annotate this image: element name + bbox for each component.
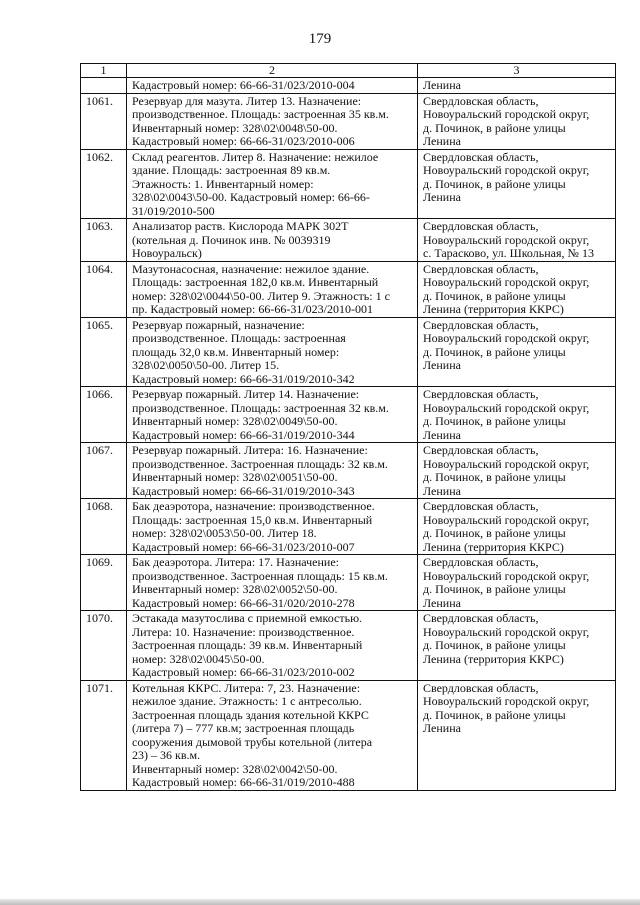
object-description: Бак деаэротора, назначение: производственное. Площадь: застроенная 15,0 кв.м. Инвентарный номер: 328\02\0053\50-00. Литер 18. Кадастровый номер: 66-66-31/023/2010-007 xyxy=(127,499,418,555)
object-address: Свердловская область, Новоуральский городской округ, с. Тарасково, ул. Школьная, № 13 xyxy=(418,219,616,262)
object-address: Свердловская область, Новоуральский городской округ, д. Починок, в районе улицы Ленина xyxy=(418,555,616,611)
table-row xyxy=(81,219,616,262)
object-description: Резервуар пожарный, назначение: производственное. Площадь: застроенная площадь 32,0 кв.м. Инвентарный номер: 328\02\0050\50-00. Литер 15. Кадастровый номер: 66-66-31/019/2010-342 xyxy=(127,317,418,387)
object-description: Резервуар пожарный. Литер 14. Назначение: производственное. Площадь: застроенная 32 кв.м. Инвентарный номер: 328\02\0049\50-00. Кадастровый номер: 66-66-31/019/2010-344 xyxy=(127,387,418,443)
table-row xyxy=(81,443,616,499)
row-number: 1063. xyxy=(81,219,127,262)
row-number: 1062. xyxy=(81,149,127,219)
object-address: Свердловская область, Новоуральский городской округ, д. Починок, в районе улицы Ленина xyxy=(418,443,616,499)
object-description: Эстакада мазутослива с приемной емкостью. Литера: 10. Назначение: производственное. Застроенная площадь: 39 кв.м. Инвентарный номер: 328\02\0045\50-00. Кадастровый номер: 66-66-31/023/2010-002 xyxy=(127,611,418,681)
table-row xyxy=(81,499,616,555)
object-address: Свердловская область, Новоуральский городской округ, д. Починок, в районе улицы Ленина xyxy=(418,317,616,387)
row-number: 1066. xyxy=(81,387,127,443)
registry-table xyxy=(80,63,616,791)
table-row xyxy=(81,317,616,387)
object-description: Мазутонасосная, назначение: нежилое здание. Площадь: застроенная 182,0 кв.м. Инвентарный номер: 328\02\0044\50-00. Литер 9. Этажность: 1 с пр. Кадастровый номер: 66-66-31/023/2010-001 xyxy=(127,261,418,317)
object-description: Склад реагентов. Литер 8. Назначение: нежилое здание. Площадь: застроенная 89 кв.м. Этажность: 1. Инвентарный номер: 328\02\0043\50-00. Кадастровый номер: 66-66- 31/019/2010-500 xyxy=(127,149,418,219)
object-description: Резервуар для мазута. Литер 13. Назначение: производственное. Площадь: застроенная 35 кв.м. Инвентарный номер: 328\02\0048\50-00. Кадастровый номер: 66-66-31/023/2010-006 xyxy=(127,93,418,149)
object-description: Кадастровый номер: 66-66-31/023/2010-004 xyxy=(127,78,418,94)
table-row xyxy=(81,555,616,611)
column-header-number: 1 xyxy=(81,64,127,78)
table-row xyxy=(81,93,616,149)
page-number: 179 xyxy=(308,31,332,47)
object-description: Бак деаэротора. Литера: 17. Назначение: производственное. Застроенная площадь: 15 кв.м. Инвентарный номер: 328\02\0052\50-00. Кадастровый номер: 66-66-31/020/2010-278 xyxy=(127,555,418,611)
object-address: Свердловская область, Новоуральский городской округ, д. Починок, в районе улицы Ленина xyxy=(418,387,616,443)
object-address: Свердловская область, Новоуральский городской округ, д. Починок, в районе улицы Ленина (территория ККРС) xyxy=(418,261,616,317)
table-row xyxy=(81,261,616,317)
object-address: Ленина xyxy=(418,78,616,94)
row-number: 1067. xyxy=(81,443,127,499)
table-row xyxy=(81,611,616,681)
column-header-address: 3 xyxy=(418,64,616,78)
object-address: Свердловская область, Новоуральский городской округ, д. Починок, в районе улицы Ленина xyxy=(418,149,616,219)
row-number: 1065. xyxy=(81,317,127,387)
column-header-description: 2 xyxy=(127,64,418,78)
object-address: Свердловская область, Новоуральский городской округ, д. Починок, в районе улицы Ленина xyxy=(418,93,616,149)
table-row xyxy=(81,680,616,790)
scan-bottom-edge xyxy=(0,899,640,905)
table-row xyxy=(81,149,616,219)
row-number xyxy=(81,78,127,94)
row-number: 1070. xyxy=(81,611,127,681)
object-description: Анализатор раств. Кислорода МАРК 302Т (котельная д. Починок инв. № 0039319 Новоуральск) xyxy=(127,219,418,262)
object-address: Свердловская область, Новоуральский городской округ, д. Починок, в районе улицы Ленина xyxy=(418,680,616,790)
object-description: Резервуар пожарный. Литера: 16. Назначение: производственное. Застроенная площадь: 32 кв.м. Инвентарный номер: 328\02\0051\50-00. Кадастровый номер: 66-66-31/019/2010-343 xyxy=(127,443,418,499)
table-header-row xyxy=(81,64,616,78)
object-address: Свердловская область, Новоуральский городской округ, д. Починок, в районе улицы Ленина (территория ККРС) xyxy=(418,499,616,555)
object-description: Котельная ККРС. Литера: 7, 23. Назначение: нежилое здание. Этажность: 1 с антресолью. Застроенная площадь здания котельной ККРС (литера 7) – 777 кв.м; застроенная площадь сооружения дымовой трубы котельной (литера 23) – 36 кв.м. Инвентарный номер: 328\02\0042\50-00. Кадастровый номер: 66-66-31/019/2010-488 xyxy=(127,680,418,790)
table-row xyxy=(81,78,616,94)
table-row xyxy=(81,387,616,443)
row-number: 1068. xyxy=(81,499,127,555)
row-number: 1064. xyxy=(81,261,127,317)
row-number: 1069. xyxy=(81,555,127,611)
row-number: 1061. xyxy=(81,93,127,149)
row-number: 1071. xyxy=(81,680,127,790)
object-address: Свердловская область, Новоуральский городской округ, д. Починок, в районе улицы Ленина (территория ККРС) xyxy=(418,611,616,681)
